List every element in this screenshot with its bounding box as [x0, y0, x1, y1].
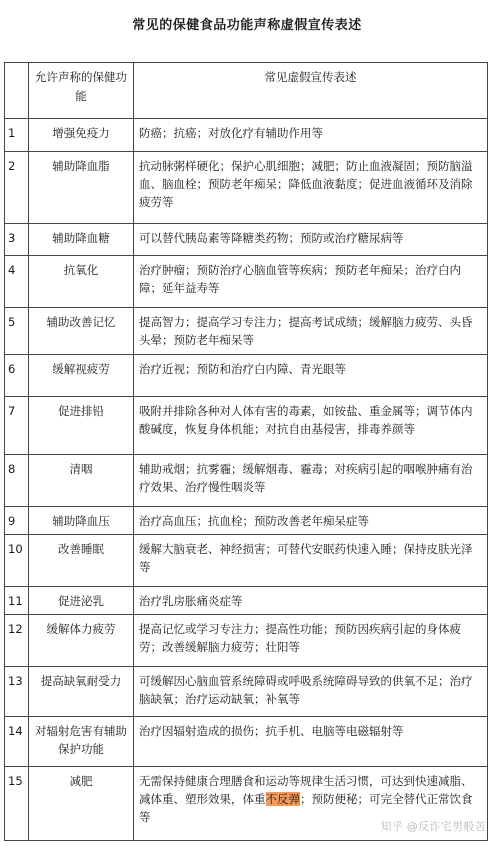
row-claims: 可缓解因心脑血管系统障碍或呼吸系统障碍导致的供氧不足；治疗脑缺氧；治疗运动缺氧；补氧等 [134, 667, 488, 717]
table-row [5, 455, 488, 507]
table-row [5, 717, 488, 767]
row-claims: 提高智力；提高学习专注力；提高考试成绩；缓解脑力疲劳、头昏头晕；预防老年痴呆等 [134, 308, 488, 355]
row-claims: 治疗因辐射造成的损伤；抗手机、电脑等电磁辐射等 [134, 717, 488, 767]
row-claims: 提高记忆或学习专注力；提高性功能；预防因疾病引起的身体疲劳；改善缓解脑力疲劳；壮阳等 [134, 615, 488, 667]
row-number: 10 [5, 535, 29, 587]
row-function: 缓解体力疲劳 [29, 615, 134, 667]
row-number: 5 [5, 308, 29, 355]
table-row [5, 152, 488, 224]
row-number: 3 [5, 224, 29, 256]
row-function: 清咽 [29, 455, 134, 507]
table-row [5, 224, 488, 256]
page-title: 常见的保健食品功能声称虚假宣传表述 [132, 18, 362, 33]
row-function: 辅助降血脂 [29, 152, 134, 224]
row-claims: 辅助戒烟；抗雾霾；缓解烟毒、霾毒；对疾病引起的咽喉肿痛有治疗效果、治疗慢性咽炎等 [134, 455, 488, 507]
row-function: 辅助改善记忆 [29, 308, 134, 355]
row-claims: 防癌；抗癌；对放化疗有辅助作用等 [134, 119, 488, 152]
row-number: 13 [5, 667, 29, 717]
row-number: 1 [5, 119, 29, 152]
row-number: 15 [5, 767, 29, 841]
row-claims: 可以替代胰岛素等降糖类药物；预防或治疗糖尿病等 [134, 224, 488, 256]
header-number [5, 63, 29, 119]
header-function: 允许声称的保健功能 [29, 63, 134, 119]
row-claims: 治疗乳房胀痛炎症等 [134, 587, 488, 615]
table-header-row [5, 63, 488, 119]
table-row [5, 256, 488, 308]
table-row [5, 119, 488, 152]
table-row [5, 615, 488, 667]
row-claims: 抗动脉粥样硬化；保护心肌细胞；减肥；防止血液凝固；预防脑溢血、脑血栓；预防老年痴呆；降低血液黏度；促进血液循环及消除疲劳等 [134, 152, 488, 224]
row-function: 抗氧化 [29, 256, 134, 308]
row-function: 增强免疫力 [29, 119, 134, 152]
row-number: 9 [5, 507, 29, 535]
claims-text-before: 无需保持健康合理膳食和运动等规律生活习惯，可达到快速减脂、减体重、塑形效果，体重 [139, 774, 473, 806]
row-function: 提高缺氧耐受力 [29, 667, 134, 717]
row-number: 11 [5, 587, 29, 615]
row-function: 促进排铅 [29, 397, 134, 455]
table-row [5, 308, 488, 355]
row-number: 2 [5, 152, 29, 224]
row-claims: 治疗近视；预防和治疗白内障、青光眼等 [134, 355, 488, 397]
row-number: 7 [5, 397, 29, 455]
row-function: 改善睡眠 [29, 535, 134, 587]
table-row [5, 535, 488, 587]
highlighted-phrase: 不反弹 [265, 792, 300, 806]
table-row [5, 667, 488, 717]
row-number: 8 [5, 455, 29, 507]
table-row [5, 507, 488, 535]
row-function: 辅助降血压 [29, 507, 134, 535]
watermark: 知乎 @反诈宅男般苦 [380, 820, 486, 833]
claims-text-after: ；预防便秘；可完全替代正常饮食等 [139, 792, 473, 824]
row-function: 辅助降血糖 [29, 224, 134, 256]
claims-table [4, 62, 488, 841]
row-number: 4 [5, 256, 29, 308]
row-number: 6 [5, 355, 29, 397]
row-claims: 吸附并排除各种对人体有害的毒素，如铵盐、重金属等；调节体内酸碱度，恢复身体机能；对抗自由基侵害，排毒养颜等 [134, 397, 488, 455]
row-function: 减肥 [29, 767, 134, 841]
row-claims: 缓解大脑衰老、神经损害；可替代安眠药快速入睡；保持皮肤光泽等 [134, 535, 488, 587]
row-function: 缓解视疲劳 [29, 355, 134, 397]
table-row [5, 587, 488, 615]
row-number: 14 [5, 717, 29, 767]
table-row [5, 355, 488, 397]
row-function: 对辐射危害有辅助保护功能 [29, 717, 134, 767]
row-claims: 治疗高血压；抗血栓；预防改善老年痴呆症等 [134, 507, 488, 535]
row-number: 12 [5, 615, 29, 667]
row-claims: 治疗肿瘤；预防治疗心脑血管等疾病；预防老年痴呆；治疗白内障；延年益寿等 [134, 256, 488, 308]
row-function: 促进泌乳 [29, 587, 134, 615]
table-row [5, 397, 488, 455]
header-claims: 常见虚假宣传表述 [134, 63, 488, 119]
